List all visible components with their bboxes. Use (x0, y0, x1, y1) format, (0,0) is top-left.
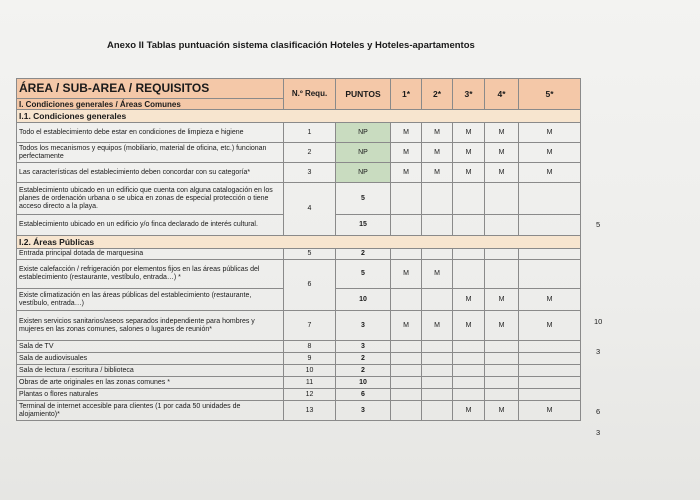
star-4-cell: M (485, 163, 519, 183)
section-row (17, 110, 581, 123)
star-1-cell (391, 389, 422, 401)
requirement-number: 13 (284, 401, 336, 421)
star-4-cell: M (485, 311, 519, 341)
star-2-cell (422, 365, 453, 377)
star-1-cell (391, 215, 422, 236)
requirement-number: 1 (284, 123, 336, 143)
header-4-star: 4* (485, 79, 519, 110)
star-3-cell: M (453, 311, 485, 341)
star-2-cell (422, 389, 453, 401)
star-1-cell: M (391, 311, 422, 341)
star-4-cell (485, 215, 519, 236)
star-3-cell (453, 183, 485, 215)
star-1-cell (391, 353, 422, 365)
table-header-row (17, 79, 581, 99)
points-cell: 2 (336, 249, 391, 260)
points-cell: 10 (336, 377, 391, 389)
star-2-cell: M (422, 123, 453, 143)
star-3-cell: M (453, 289, 485, 311)
points-cell: 5 (336, 183, 391, 215)
table-row (17, 311, 581, 341)
star-3-cell (453, 353, 485, 365)
page-title: Anexo II Tablas puntuación sistema clasificación Hoteles y Hoteles-apartamentos (107, 40, 475, 51)
star-5-cell (519, 389, 581, 401)
points-cell: 3 (336, 311, 391, 341)
table-row (17, 183, 581, 215)
star-4-cell: M (485, 143, 519, 163)
star-5-cell (519, 353, 581, 365)
requirement-text: Existen servicios sanitarios/aseos separados independiente para hombres y mujeres en las zonas comunes, salones o lugares de reunión* (17, 311, 284, 341)
requirement-number: 9 (284, 353, 336, 365)
table-row (17, 143, 581, 163)
star-2-cell (422, 249, 453, 260)
star-3-cell (453, 365, 485, 377)
star-3-cell (453, 389, 485, 401)
requirement-number: 8 (284, 341, 336, 353)
requirement-number: 6 (284, 260, 336, 311)
star-2-cell (422, 341, 453, 353)
margin-note: 6 (596, 407, 601, 416)
header-1-star: 1* (391, 79, 422, 110)
star-4-cell (485, 249, 519, 260)
table-row (17, 123, 581, 143)
requirement-text: Existe climatización en las áreas públicas del establecimiento (restaurante, vestíbulo, entrada…) (17, 289, 284, 311)
points-cell: 10 (336, 289, 391, 311)
points-cell: 2 (336, 353, 391, 365)
star-5-cell: M (519, 143, 581, 163)
star-5-cell (519, 183, 581, 215)
margin-note: 3 (596, 347, 601, 356)
points-cell: 6 (336, 389, 391, 401)
requirement-number: 12 (284, 389, 336, 401)
star-3-cell: M (453, 143, 485, 163)
section-title: I.1. Condiciones generales (17, 110, 581, 123)
section-row (17, 236, 581, 249)
header-2-star: 2* (422, 79, 453, 110)
requirement-number: 3 (284, 163, 336, 183)
margin-note: 3 (596, 428, 601, 437)
star-3-cell (453, 249, 485, 260)
star-1-cell: M (391, 163, 422, 183)
requirement-text: Entrada principal dotada de marquesina (17, 249, 284, 260)
star-1-cell (391, 183, 422, 215)
table-row (17, 353, 581, 365)
requirement-text: Terminal de internet accesible para clientes (1 por cada 50 unidades de alojamiento)* (17, 401, 284, 421)
points-cell: 5 (336, 260, 391, 289)
star-2-cell: M (422, 143, 453, 163)
points-cell: NP (336, 163, 391, 183)
star-5-cell (519, 341, 581, 353)
requirement-text: Todos los mecanismos y equipos (mobiliario, material de oficina, etc.) funcionan perfectamente (17, 143, 284, 163)
star-3-cell: M (453, 163, 485, 183)
requirement-number: 4 (284, 183, 336, 236)
requirement-text: Establecimiento ubicado en un edificio que cuenta con alguna catalogación en los planes de ordenación urbana o se ubica en zonas de especial protección o tiene acceso directo a la playa. (17, 183, 284, 215)
star-4-cell (485, 353, 519, 365)
star-4-cell (485, 341, 519, 353)
header-area: ÁREA / SUB-AREA / REQUISITOS (17, 79, 284, 99)
header-req-number: N.º Requ. (284, 79, 336, 110)
table-row (17, 389, 581, 401)
star-5-cell: M (519, 163, 581, 183)
table-row (17, 249, 581, 260)
points-cell: 15 (336, 215, 391, 236)
star-2-cell (422, 353, 453, 365)
star-4-cell: M (485, 401, 519, 421)
requirement-text: Existe calefacción / refrigeración por elementos fijos en las áreas públicas del establecimiento (restaurante, vestíbulo, entrada…) * (17, 260, 284, 289)
header-3-star: 3* (453, 79, 485, 110)
star-1-cell: M (391, 143, 422, 163)
table-row (17, 163, 581, 183)
requirement-number: 7 (284, 311, 336, 341)
points-cell: 3 (336, 401, 391, 421)
header-5-star: 5* (519, 79, 581, 110)
star-1-cell (391, 377, 422, 389)
star-3-cell (453, 215, 485, 236)
section-title: I.2. Áreas Públicas (17, 236, 581, 249)
star-5-cell: M (519, 289, 581, 311)
table-row (17, 377, 581, 389)
star-2-cell: M (422, 311, 453, 341)
star-4-cell (485, 389, 519, 401)
table-row (17, 341, 581, 353)
margin-note: 5 (596, 220, 601, 229)
table-row (17, 365, 581, 377)
star-2-cell (422, 215, 453, 236)
star-4-cell: M (485, 289, 519, 311)
star-1-cell: M (391, 123, 422, 143)
star-4-cell (485, 183, 519, 215)
table-row (17, 401, 581, 421)
star-5-cell (519, 365, 581, 377)
star-5-cell (519, 377, 581, 389)
star-3-cell: M (453, 401, 485, 421)
requirement-number: 2 (284, 143, 336, 163)
star-3-cell (453, 377, 485, 389)
star-5-cell (519, 260, 581, 289)
star-2-cell (422, 377, 453, 389)
margin-note: 10 (594, 317, 603, 326)
requirement-number: 5 (284, 249, 336, 260)
points-cell: NP (336, 143, 391, 163)
star-4-cell (485, 260, 519, 289)
star-2-cell (422, 183, 453, 215)
scoring-table (16, 78, 581, 421)
points-cell: 3 (336, 341, 391, 353)
points-cell: NP (336, 123, 391, 143)
requirement-text: Establecimiento ubicado en un edificio y/o finca declarado de interés cultural. (17, 215, 284, 236)
requirement-text: Obras de arte originales en las zonas comunes * (17, 377, 284, 389)
requirement-number: 10 (284, 365, 336, 377)
star-5-cell (519, 215, 581, 236)
star-4-cell (485, 365, 519, 377)
star-1-cell (391, 249, 422, 260)
requirement-text: Todo el establecimiento debe estar en condiciones de limpieza e higiene (17, 123, 284, 143)
star-5-cell: M (519, 311, 581, 341)
star-1-cell (391, 341, 422, 353)
star-1-cell (391, 365, 422, 377)
requirement-text: Sala de lectura / escritura / biblioteca (17, 365, 284, 377)
star-2-cell (422, 289, 453, 311)
star-1-cell (391, 289, 422, 311)
header-area-subtitle: I. Condiciones generales / Áreas Comunes (17, 99, 284, 110)
star-2-cell: M (422, 260, 453, 289)
star-5-cell: M (519, 123, 581, 143)
star-5-cell: M (519, 401, 581, 421)
star-5-cell (519, 249, 581, 260)
points-cell: 2 (336, 365, 391, 377)
requirement-text: Plantas o flores naturales (17, 389, 284, 401)
requirement-number: 11 (284, 377, 336, 389)
star-3-cell (453, 341, 485, 353)
star-3-cell (453, 260, 485, 289)
requirement-text: Sala de audiovisuales (17, 353, 284, 365)
star-2-cell: M (422, 163, 453, 183)
star-1-cell (391, 401, 422, 421)
requirement-text: Las características del establecimiento deben concordar con su categoría* (17, 163, 284, 183)
star-2-cell (422, 401, 453, 421)
star-4-cell: M (485, 123, 519, 143)
star-3-cell: M (453, 123, 485, 143)
requirement-text: Sala de TV (17, 341, 284, 353)
table-row (17, 260, 581, 289)
star-4-cell (485, 377, 519, 389)
header-points: PUNTOS (336, 79, 391, 110)
star-1-cell: M (391, 260, 422, 289)
